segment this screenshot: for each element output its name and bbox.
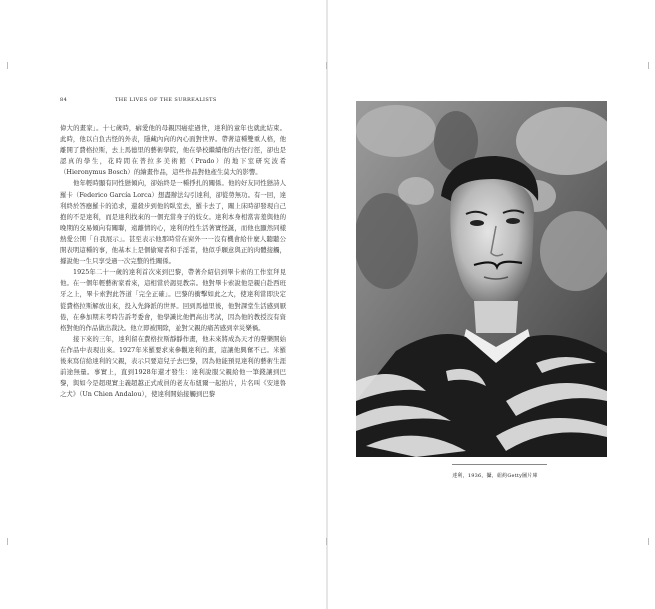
- body-text: [60, 123, 286, 400]
- crop-mark: [648, 538, 649, 545]
- paragraph: 接下來的三年，達利留在費格拉斯靜靜作畫，他未來將成為天才的聲樂開始在作品中表現出來。1927年米羅要求來參觀達利的畫，這讓他興奮不已。米羅後來寫信給達利的父親，表示只要這兒子去巴黎，因為他能預見達利的藝術生涯前途無量。事實上，直到1928年還才發生：達利說服父親給他一筆錢讓到巴黎，與如今是超現實主義超越正式成員的老友布紐爾一起拍片，片名叫《安達魯之犬》（Un Chien Andalou），使達利開始接觸到巴黎: [60, 334, 286, 399]
- paragraph: 偉大的畫家」。十七歲時，癖愛他的母親因癌症過世，達利的童年也就此結束。此時，他以自負古怪的外表，隱藏內向的內心面對世界。帶著這種雙重人格，他離開了費格拉斯，去上馬德里的藝術學院，他在學校繼續他的古怪行徑，卻也是認真的學生，花時間在普拉多美術館（Prado）的地下室研究波希（Hieronymus Bosch）的繪畫作品，這些作品對他產生莫大的影響。: [60, 124, 286, 177]
- caption-rule: [452, 464, 547, 465]
- photo-caption: 達利，1936，攝，紐約Getty圖片庫: [452, 473, 538, 479]
- paragraph: 他年輕時顯有同性戀傾向，卻始終是一種掙扎的關係。他的好友同性戀詩人羅卡（Federico García Lorca）想盡辦法勾引達利，卻從勞無功。有一回，達利終於答應羅卡的追求，還殺步到他的臥室去，羅卡去了，關上床時卻發現自己抱的不是達利，而是達利找來的一個充當身子的妓女。達利本身相當害羞與他的晚期的交易傾向有關聯，遠離情的心，達利的性生活著實怪誕，而他也顯然同樣熱愛公開「自我展示」。甚至表示他那時常在窗外一一沒有機會給什麼人聽聽公開表明這種的事，他基本上是個偷窺者和手淫者，他似乎願意與正的肉體接觸，據說他一生只享受過一次完整的性關係。: [60, 179, 286, 266]
- crop-mark: [7, 538, 8, 545]
- crop-mark: [7, 62, 8, 69]
- crop-mark: [648, 62, 649, 69]
- running-title: THE LIVES OF THE SURREALISTS: [115, 97, 217, 103]
- paragraph: 1925年二十一歲的達利首次來到巴黎，帶著介紹信到畢卡索的工作室拜見他。在一個年輕藝術家看來，這相當於謁見教宗。他對畢卡索說他是親自赴西班牙之上，畢卡索對此答道「完全正確」。巴黎的衝擊如此之大，使達利當即決定從費格拉斯解放出來，投入先鋒派的世界。回到馬德里後，他對課堂生活感到厭倦，在參加期末考時告訴考委會，他學識比他們高出考試，因為他的教授沒有資格對他的作品做出裁決。他立即被開除，並對父親的痛苦感到幸災樂禍。: [60, 268, 286, 332]
- portrait-photo: [356, 101, 607, 457]
- page-number: 84: [60, 97, 68, 103]
- crop-mark: [326, 538, 327, 545]
- book-gutter: [326, 0, 328, 609]
- crop-mark: [326, 62, 327, 69]
